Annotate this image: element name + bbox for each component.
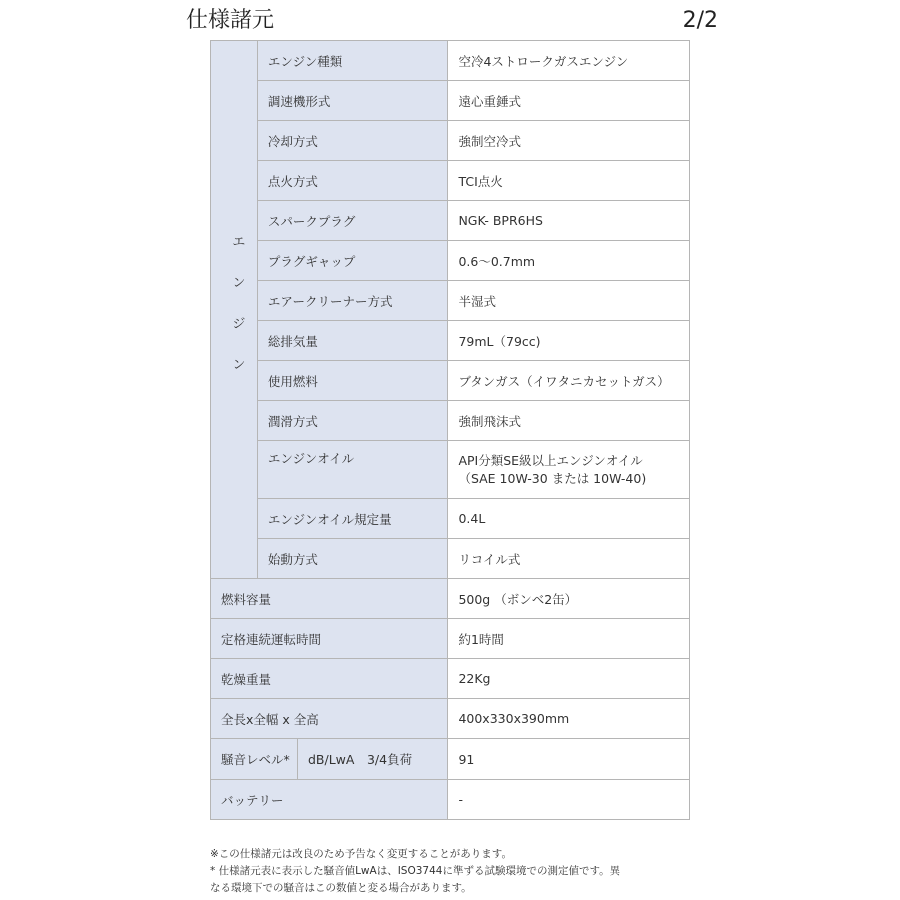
spec-label: プラグギャップ	[257, 241, 448, 281]
table-row	[211, 499, 690, 539]
table-row	[211, 539, 690, 579]
spec-label: 点火方式	[257, 161, 448, 201]
spec-value: NGK- BPR6HS	[448, 201, 690, 241]
spec-label: エアークリーナー方式	[257, 281, 448, 321]
table-row	[211, 41, 690, 81]
table-row	[211, 659, 690, 699]
group-char: エ	[232, 234, 246, 250]
spec-value: -	[448, 780, 690, 820]
table-row	[211, 780, 690, 820]
spec-value: 半湿式	[448, 281, 690, 321]
table-row	[211, 579, 690, 619]
spec-value	[448, 441, 690, 499]
footnote-line: なる環境下での騒音はこの数値と変る場合があります。	[210, 882, 472, 894]
spec-label: エンジンオイル規定量	[257, 499, 448, 539]
spec-value: 0.4L	[448, 499, 690, 539]
spec-value: 0.6～0.7mm	[448, 241, 690, 281]
spec-label: 潤滑方式	[257, 401, 448, 441]
group-char: ジ	[232, 316, 246, 332]
spec-value: 500g （ボンベ2缶）	[448, 579, 690, 619]
spec-label: エンジンオイル	[257, 441, 448, 499]
noise-label: 騒音レベル*	[211, 739, 298, 779]
table-row	[211, 739, 690, 780]
table-row	[211, 81, 690, 121]
table-row	[211, 161, 690, 201]
oil-spec-line-1: API分類SE級以上エンジンオイル	[458, 452, 643, 468]
spec-label: 乾燥重量	[211, 659, 448, 699]
footnote-line: * 仕様諸元表に表示した騒音値LwAは、ISO3744に準ずる試験環境での測定値です。異	[210, 865, 621, 877]
spec-label: 燃料容量	[211, 579, 448, 619]
page-number: 2/2	[682, 8, 718, 33]
noise-sub-label: dB/LwA 3/4負荷	[308, 752, 413, 767]
spec-value: 22Kg	[448, 659, 690, 699]
footnote-line: ※この仕様諸元は改良のため予告なく変更することがあります。	[210, 848, 512, 860]
spec-value: リコイル式	[448, 539, 690, 579]
spec-value: ブタンガス（イワタニカセットガス）	[448, 361, 690, 401]
table-row	[211, 699, 690, 739]
spec-value: 空冷4ストロークガスエンジン	[448, 41, 690, 81]
footnotes	[210, 846, 700, 897]
noise-value: 91	[448, 739, 690, 780]
spec-label: 始動方式	[257, 539, 448, 579]
spec-value: 約1時間	[448, 619, 690, 659]
spec-label: 調速機形式	[257, 81, 448, 121]
table-row	[211, 281, 690, 321]
spec-label: バッテリー	[211, 780, 448, 820]
table-row	[211, 201, 690, 241]
spec-label: 全長x全幅 x 全高	[211, 699, 448, 739]
noise-label-cell	[211, 739, 448, 780]
spec-value: 79mL（79cc)	[448, 321, 690, 361]
table-row	[211, 321, 690, 361]
engine-group-header	[211, 41, 258, 579]
spec-value: 遠心重錘式	[448, 81, 690, 121]
spec-value: 強制飛沫式	[448, 401, 690, 441]
table-row	[211, 619, 690, 659]
group-char: ン	[232, 357, 246, 373]
group-char: ン	[232, 275, 246, 291]
table-row	[211, 441, 690, 499]
page-title: 仕様諸元	[186, 8, 275, 33]
oil-spec-line-2: （SAE 10W-30 または 10W-40)	[458, 470, 647, 486]
spec-label: 使用燃料	[257, 361, 448, 401]
spec-label: 総排気量	[257, 321, 448, 361]
table-row	[211, 361, 690, 401]
page-header	[186, 6, 718, 40]
spec-label: スパークプラグ	[257, 201, 448, 241]
spec-value: 400x330x390mm	[448, 699, 690, 739]
spec-label: エンジン種類	[257, 41, 448, 81]
table-row	[211, 121, 690, 161]
spec-value: 強制空冷式	[448, 121, 690, 161]
table-row	[211, 241, 690, 281]
spec-value: TCI点火	[448, 161, 690, 201]
table-row	[211, 401, 690, 441]
spec-label: 定格連続運転時間	[211, 619, 448, 659]
spec-table	[210, 40, 690, 820]
spec-label: 冷却方式	[257, 121, 448, 161]
